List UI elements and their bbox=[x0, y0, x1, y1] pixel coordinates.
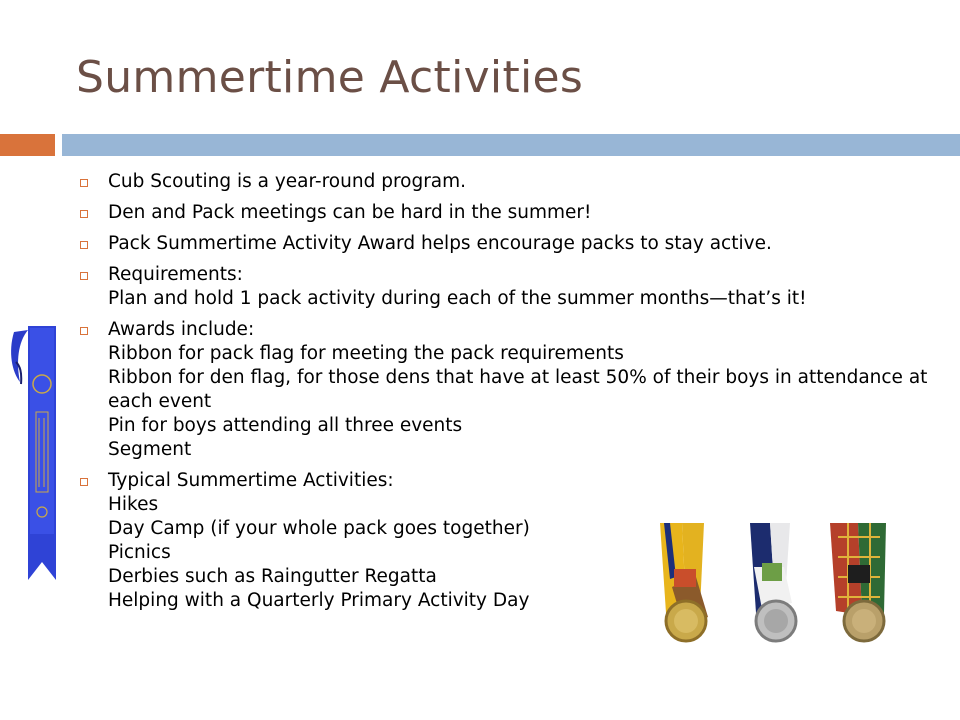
bullet-subline: Derbies such as Raingutter Regatta bbox=[108, 566, 437, 587]
bullet-subline: Segment bbox=[108, 439, 192, 460]
bullet-subline: Ribbon for den flag, for those dens that have at least 50% of their boys in attendance at each event bbox=[108, 367, 928, 412]
bullet-square-icon bbox=[80, 241, 88, 249]
bullet-text: Cub Scouting is a year-round program. bbox=[108, 171, 467, 192]
title-accent-bar-blue bbox=[62, 134, 960, 156]
bullet-text: Typical Summertime Activities: bbox=[108, 470, 394, 491]
bullet-subline: Helping with a Quarterly Primary Activity Day bbox=[108, 590, 530, 611]
bullet-square-icon bbox=[80, 179, 88, 187]
bullet-item bbox=[78, 318, 938, 462]
slide-title: Summertime Activities bbox=[76, 52, 584, 103]
bullet-text: Requirements: bbox=[108, 264, 243, 285]
bullet-subline: Day Camp (if your whole pack goes together) bbox=[108, 518, 530, 539]
bullet-square-icon bbox=[80, 327, 88, 335]
bullet-square-icon bbox=[80, 210, 88, 218]
bullet-subline: Ribbon for pack flag for meeting the pack requirements bbox=[108, 343, 624, 364]
bullet-item bbox=[78, 263, 938, 311]
bullet-subline: Hikes bbox=[108, 494, 159, 515]
title-accent-bar-orange bbox=[0, 134, 55, 156]
bullet-item bbox=[78, 232, 938, 256]
bullet-subline: Plan and hold 1 pack activity during each of the summer months—that’s it! bbox=[108, 288, 807, 309]
bullet-item bbox=[78, 170, 938, 194]
bullet-text: Den and Pack meetings can be hard in the summer! bbox=[108, 202, 592, 223]
bullet-subline: Picnics bbox=[108, 542, 171, 563]
award-ribbon-icon bbox=[6, 322, 62, 584]
award-medals-icon bbox=[652, 517, 914, 657]
bullet-text: Awards include: bbox=[108, 319, 255, 340]
bullet-square-icon bbox=[80, 272, 88, 280]
bullet-subline: Pin for boys attending all three events bbox=[108, 415, 463, 436]
bullet-square-icon bbox=[80, 478, 88, 486]
bullet-text: Pack Summertime Activity Award helps encourage packs to stay active. bbox=[108, 233, 772, 254]
bullet-item bbox=[78, 201, 938, 225]
